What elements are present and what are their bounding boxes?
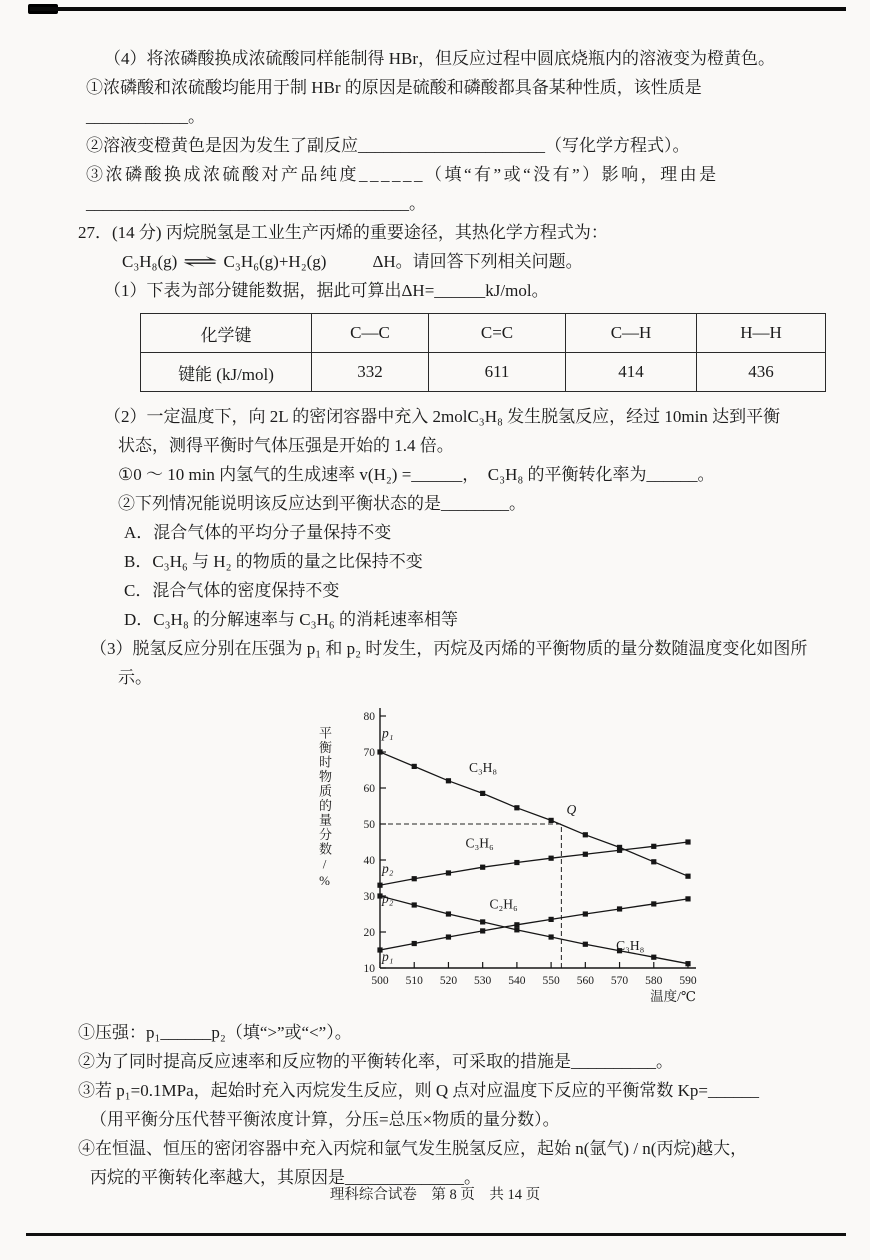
option-d: D．C₃H₈ 的分解速率与 C₃H₆ 的消耗速率相等 (124, 610, 458, 629)
option-c: C．混合气体的密度保持不变 (124, 581, 340, 600)
table-cell-label: 键能 (kJ/mol) (141, 353, 312, 392)
svg-text:530: 530 (474, 975, 492, 987)
table-header-cc-single: C—C (312, 314, 429, 353)
svg-text:510: 510 (405, 975, 423, 987)
table-cell-cc-single: 332 (312, 353, 429, 392)
svg-text:80: 80 (363, 711, 375, 723)
q27-part3-sub3-line1: ③若 p₁=0.1MPa，起始时充入丙烷发生反应，则 Q 点对应温度下反应的平衡常数 Kp=______ (78, 1081, 760, 1100)
svg-text:70: 70 (363, 747, 375, 759)
table-header-cc-double: C=C (429, 314, 566, 353)
svg-text:580: 580 (645, 975, 663, 987)
svg-text:p₂: p₂ (382, 860, 394, 876)
svg-text:p₂: p₂ (382, 891, 394, 907)
svg-text:C₃H₈: C₃H₈ (616, 938, 645, 953)
table-cell-cc-double: 611 (429, 353, 566, 392)
bond-table-value-row (141, 353, 826, 392)
scan-artifact-top-line (30, 7, 846, 11)
svg-text:560: 560 (576, 975, 594, 987)
page-footer: 理科综合试卷 第 8 页 共 14 页 (329, 1187, 541, 1203)
equation-left: C₃H₈(g) (122, 252, 178, 271)
q27-part2-sub1: ①0 ～ 10 min 内氢气的生成速率 v(H₂) =______， C₃H₈ 的平衡转化率为______。 (118, 465, 715, 484)
equation-right: C₃H₆(g)+H₂(g) (223, 252, 327, 271)
q4-sub1-line1: ①浓磷酸和浓硫酸均能用于制 HBr 的原因是硫酸和磷酸都具备某种性质，该性质是 (86, 78, 702, 97)
svg-text:60: 60 (363, 783, 375, 795)
svg-text:590: 590 (679, 975, 697, 987)
equilibrium-chart (316, 700, 846, 1016)
table-header-hh: H—H (697, 314, 826, 353)
chart-y-axis-label: 平衡时物质的量分数/% (317, 726, 332, 890)
svg-text:Q: Q (566, 801, 577, 817)
chart-canvas (334, 700, 706, 1016)
q27-part2-sub2: ②下列情况能说明该反应达到平衡状态的是________。 (118, 494, 526, 513)
svg-text:500: 500 (371, 975, 389, 987)
svg-text:40: 40 (363, 855, 375, 867)
q4-sub1-blank: ____________。 (86, 107, 205, 126)
svg-text:C₃H₈: C₃H₈ (468, 759, 498, 775)
q27-part3-line1: （3）脱氢反应分别在压强为 p₁ 和 p₂ 时发生，丙烷及丙烯的平衡物质的量分数随温度变化如图所 (90, 639, 808, 658)
bond-energy-table (140, 313, 826, 392)
q27-part3-sub1: ①压强：p₁______p₂（填“>”或“<”）。 (78, 1023, 352, 1042)
q4-sub3-line1: ③浓磷酸换成浓硫酸对产品纯度______（填“有”或“没有”）影响，理由是 (86, 165, 719, 184)
q4-sub2: ②溶液变橙黄色是因为发生了副反应______________________（写化学方程式）。 (86, 136, 690, 155)
table-header-bond: 化学键 (141, 314, 312, 353)
q27-part3-sub4-line2: 丙烷的平衡转化率越大，其原因是______________。 (90, 1168, 481, 1187)
svg-text:520: 520 (439, 975, 458, 987)
svg-text:540: 540 (508, 975, 526, 987)
table-cell-ch: 414 (566, 353, 697, 392)
svg-text:50: 50 (363, 819, 375, 831)
svg-text:C₃H₆: C₃H₆ (465, 835, 494, 851)
equation-delta-h: ΔH。请回答下列相关问题。 (372, 252, 583, 271)
bond-table-header-row (141, 314, 826, 353)
option-a: A．混合气体的平均分子量保持不变 (124, 523, 392, 542)
q27-part1: （1）下表为部分键能数据，据此可算出ΔH=______kJ/mol。 (104, 281, 549, 300)
svg-text:570: 570 (610, 975, 629, 987)
svg-text:p₁: p₁ (382, 725, 394, 741)
svg-text:温度/℃: 温度/℃ (650, 989, 696, 1004)
scan-artifact-bottom-line (26, 1233, 846, 1236)
q27-part3-sub2: ②为了同时提高反应速率和反应物的平衡转化率，可采取的措施是__________。 (78, 1052, 673, 1071)
option-b: B．C₃H₆ 与 H₂ 的物质的量之比保持不变 (124, 552, 423, 571)
svg-text:550: 550 (542, 975, 560, 987)
svg-text:30: 30 (363, 891, 375, 903)
q27-part2-line2: 状态，测得平衡时气体压强是开始的 1.4 倍。 (118, 436, 454, 455)
svg-text:10: 10 (363, 963, 375, 975)
q27-part3-sub4-line1: ④在恒温、恒压的密闭容器中充入丙烷和氩气发生脱氢反应，起始 n(氩气) / n(丙烷)越大， (78, 1139, 748, 1158)
svg-text:C₂H₆: C₂H₆ (489, 896, 518, 912)
thermochemical-equation (78, 247, 846, 276)
table-header-ch: C—H (566, 314, 697, 353)
q27-part3-sub3-line2: （用平衡分压代替平衡浓度计算，分压=总压×物质的量分数）。 (90, 1110, 560, 1129)
q27-part2-line1: （2）一定温度下，向 2L 的密闭容器中充入 2molC₃H₈ 发生脱氢反应，经过 10min 达到平衡 (104, 407, 781, 426)
q4-sub3-blank: ______________________________________。 (86, 194, 426, 213)
equilibrium-arrow-icon: ⇌ (182, 252, 219, 271)
q4-intro: （4）将浓磷酸换成浓硫酸同样能制得 HBr，但反应过程中圆底烧瓶内的溶液变为橙黄色。 (104, 49, 776, 68)
q27-part3-line2: 示。 (118, 668, 152, 687)
table-cell-hh: 436 (697, 353, 826, 392)
q27-head: 27．(14 分) 丙烷脱氢是工业生产丙烯的重要途径，其热化学方程式为： (78, 223, 608, 242)
svg-text:20: 20 (363, 927, 375, 939)
svg-text:p₁: p₁ (382, 948, 394, 964)
